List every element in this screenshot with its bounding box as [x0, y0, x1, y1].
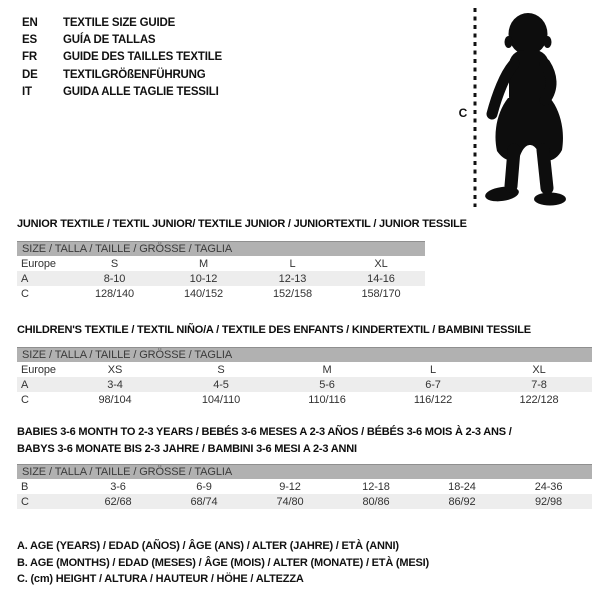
table-cell: 104/110 [201, 393, 241, 406]
table-cell: 8-10 [70, 271, 159, 286]
row-label: C [17, 494, 75, 509]
table-cell: 3-6 [110, 480, 126, 493]
size-header-bar: SIZE / TALLA / TAILLE / GRÖSSE / TAGLIA [17, 348, 592, 363]
table-cell: 12-18 [362, 480, 390, 493]
table-cell: 24-36 [534, 480, 563, 493]
language-row-fr [22, 49, 222, 66]
table-row [17, 271, 425, 286]
language-label: GUIDE DES TAILLES TEXTILE [63, 51, 222, 64]
language-row-es [22, 32, 222, 49]
table-cell: 98/104 [98, 393, 132, 406]
table-cell: 152/158 [272, 287, 313, 300]
language-code: ES [22, 34, 37, 47]
table-cell: 74/80 [247, 494, 333, 509]
babies-size-table [17, 464, 592, 509]
table-cell: 116/122 [413, 393, 453, 406]
table-row [17, 392, 592, 407]
language-code: DE [22, 68, 38, 81]
table-cell: XS [107, 363, 123, 376]
table-cell: 18-24 [448, 480, 476, 493]
table-cell: M [198, 257, 209, 270]
table-cell: 122/128 [519, 393, 559, 406]
language-label: TEXTILE SIZE GUIDE [63, 17, 176, 29]
table-cell: 3-4 [62, 377, 168, 392]
table-cell: 5-6 [274, 377, 380, 392]
row-label: Europe [21, 257, 56, 270]
footnote-c: C. (cm) HEIGHT / ALTURA / HAUTEUR / HÖHE / ALTEZZA [17, 573, 304, 585]
language-code: IT [22, 85, 32, 98]
table-cell: 140/152 [183, 287, 224, 300]
table-row [17, 479, 592, 494]
table-cell: 12-13 [248, 271, 337, 286]
table-cell: 14-16 [337, 271, 425, 286]
table-cell: XL [532, 363, 546, 376]
children-size-table [17, 347, 592, 407]
measure-c-label: C [458, 106, 468, 120]
table-cell: 128/140 [94, 287, 135, 300]
junior-size-table [17, 241, 425, 301]
row-label: A [17, 377, 62, 392]
babies-title-line1: BABIES 3-6 MONTH TO 2-3 YEARS / BEBÉS 3-6 MESES A 2-3 AÑOS / BÉBÉS 3-6 MOIS À 2-3 ANS / [17, 426, 512, 438]
babies-title-line2: BABYS 3-6 MONATE BIS 2-3 JAHRE / BAMBINI 3-6 MESI A 2-3 ANNI [17, 443, 357, 455]
table-cell: S [217, 363, 225, 376]
table-cell: 86/92 [419, 494, 505, 509]
table-cell: 92/98 [505, 494, 592, 509]
junior-table-title: JUNIOR TEXTILE / TEXTIL JUNIOR/ TEXTILE JUNIOR / JUNIORTEXTIL / JUNIOR TESSILE [17, 218, 467, 230]
table-cell: 6-7 [380, 377, 486, 392]
children-table-title: CHILDREN'S TEXTILE / TEXTIL NIÑO/A / TEXTILE DES ENFANTS / KINDERTEXTIL / BAMBINI TESSILE [17, 324, 531, 336]
table-cell: 80/86 [333, 494, 419, 509]
language-code: FR [22, 51, 37, 64]
size-header-bar: SIZE / TALLA / TAILLE / GRÖSSE / TAGLIA [17, 465, 592, 480]
row-label: C [21, 287, 29, 300]
footnotes [17, 538, 429, 588]
size-header-row [17, 242, 425, 257]
table-cell: 6-9 [196, 480, 212, 493]
table-row [17, 377, 592, 392]
size-header-row [17, 348, 592, 363]
table-cell: L [289, 257, 296, 270]
table-cell: 7-8 [486, 377, 592, 392]
table-cell: M [322, 363, 332, 376]
footnote-a: A. AGE (YEARS) / EDAD (AÑOS) / ÂGE (ANS) / ALTER (JAHRE) / ETÀ (ANNI) [17, 540, 399, 552]
table-cell: S [110, 257, 119, 270]
size-header-bar: SIZE / TALLA / TAILLE / GRÖSSE / TAGLIA [17, 242, 425, 257]
table-cell: 9-12 [279, 480, 301, 493]
language-code: EN [22, 17, 38, 29]
language-label: GUÍA DE TALLAS [63, 34, 156, 47]
row-label: B [21, 480, 29, 493]
footnote-b: B. AGE (MONTHS) / EDAD (MESES) / ÂGE (MOIS) / ALTER (MONATE) / ETÀ (MESI) [17, 556, 429, 569]
table-row [17, 256, 425, 271]
table-cell: 62/68 [75, 494, 161, 509]
table-row [17, 494, 592, 509]
language-label: TEXTILGRÖßENFÜHRUNG [63, 68, 206, 81]
baby-silhouette [450, 0, 600, 212]
language-row-it [22, 84, 222, 101]
language-row-en [22, 15, 222, 32]
babies-table-title [17, 424, 512, 458]
row-label: A [17, 271, 70, 286]
row-label: Europe [21, 363, 56, 376]
table-cell: 10-12 [159, 271, 248, 286]
language-list [22, 15, 222, 101]
table-cell: XL [374, 257, 388, 270]
table-cell: 110/116 [308, 393, 346, 406]
size-header-row [17, 465, 592, 480]
table-row [17, 286, 425, 301]
table-row [17, 362, 592, 377]
row-label: C [21, 393, 29, 406]
table-cell: 4-5 [168, 377, 274, 392]
table-cell: L [429, 363, 437, 376]
size-guide-figure [450, 0, 600, 212]
table-cell: 68/74 [161, 494, 247, 509]
table-cell: 158/170 [361, 287, 401, 300]
language-row-de [22, 67, 222, 84]
language-label: GUIDA ALLE TAGLIE TESSILI [63, 85, 219, 98]
